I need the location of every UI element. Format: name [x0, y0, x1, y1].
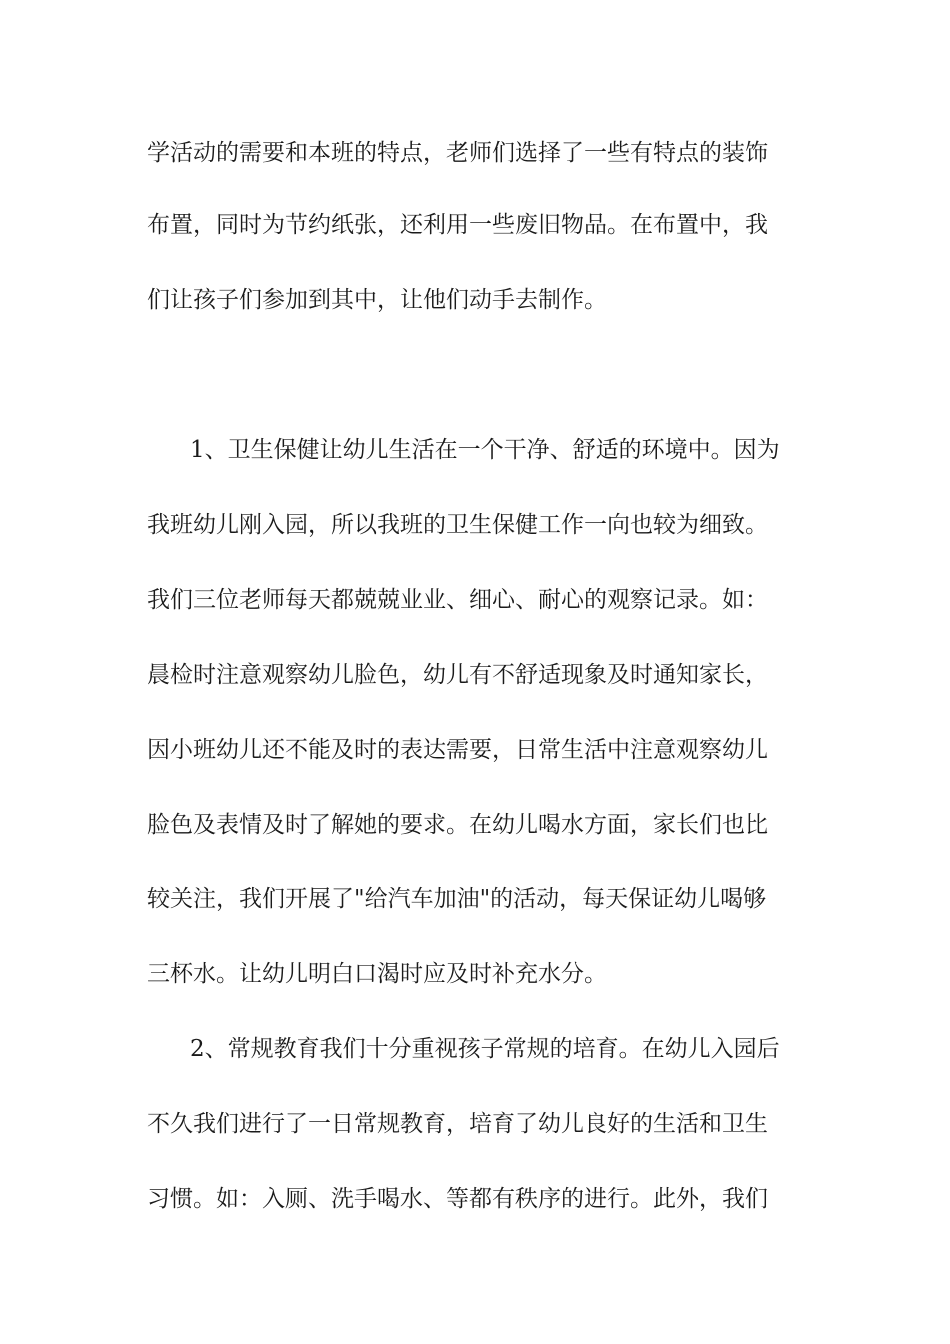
- text-line: 1、卫生保健让幼儿生活在一个干净、舒适的环境中。因为: [190, 437, 780, 463]
- text-line: 学活动的需要和本班的特点，老师们选择了一些有特点的装饰: [147, 140, 768, 166]
- text-line: 习惯。如：入厕、洗手喝水、等都有秩序的进行。此外，我们: [147, 1186, 768, 1212]
- text-line: 们让孩子们参加到其中，让他们动手去制作。: [147, 287, 607, 313]
- text-line: 三杯水。让幼儿明白口渴时应及时补充水分。: [147, 961, 607, 987]
- text-line: 晨检时注意观察幼儿脸色，幼儿有不舒适现象及时通知家长，: [147, 662, 768, 688]
- text-line: 我班幼儿刚入园，所以我班的卫生保健工作一向也较为细致。: [147, 512, 768, 538]
- text-line: 我们三位老师每天都兢兢业业、细心、耐心的观察记录。如：: [147, 587, 768, 613]
- text-line: 因小班幼儿还不能及时的表达需要，日常生活中注意观察幼儿: [147, 737, 768, 763]
- text-line: 布置，同时为节约纸张，还利用一些废旧物品。在布置中，我: [147, 212, 768, 238]
- text-line: 脸色及表情及时了解她的要求。在幼儿喝水方面，家长们也比: [147, 812, 768, 838]
- text-line: 较关注，我们开展了"给汽车加油"的活动，每天保证幼儿喝够: [147, 886, 767, 912]
- text-line: 2、常规教育我们十分重视孩子常规的培育。在幼儿入园后: [190, 1036, 780, 1062]
- text-line: 不久我们进行了一日常规教育，培育了幼儿良好的生活和卫生: [147, 1111, 768, 1137]
